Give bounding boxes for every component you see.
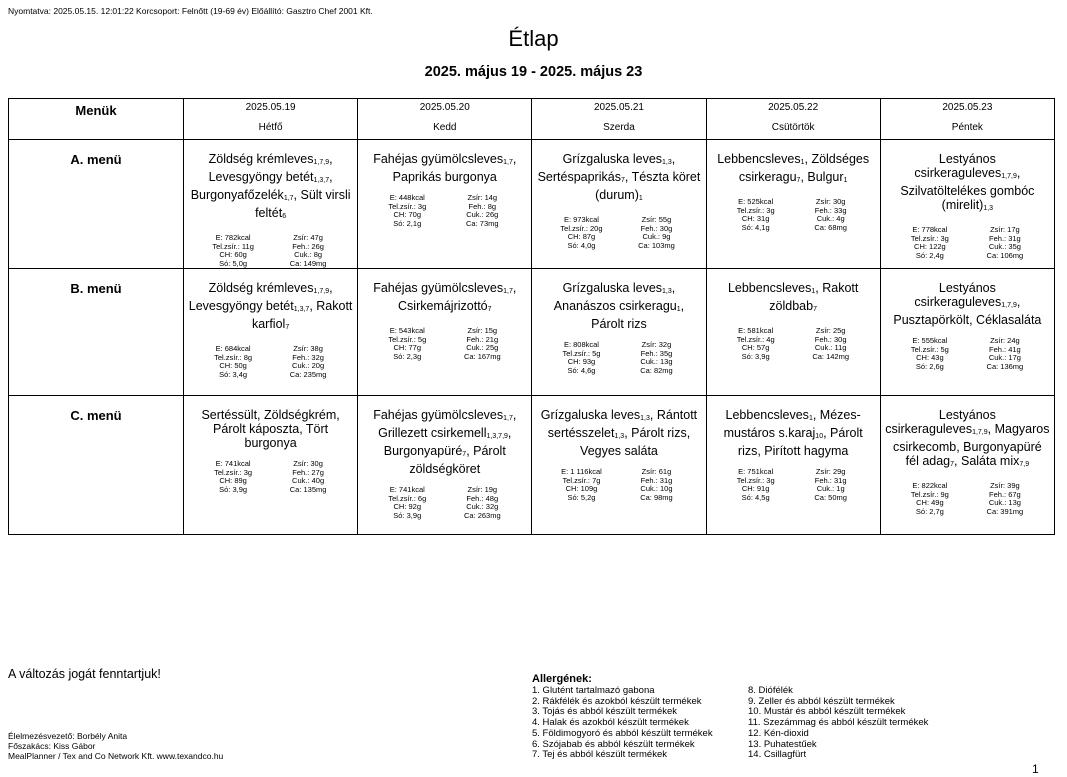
- nutrition-ca: Ca: 135mg: [289, 484, 327, 494]
- nutrition-kcal: E: 525kcal: [738, 197, 774, 206]
- nutrition-kcal: E: 1 116kcal: [561, 467, 602, 476]
- nutrition-salt: Só: 2,3g: [393, 351, 422, 361]
- allergen-item: 7. Tej és abból készült termékek: [532, 749, 668, 761]
- date-range: 2025. május 19 - 2025. május 23: [424, 64, 643, 80]
- allergen-item: 6. Szójabab és abból készült termékek: [532, 738, 695, 750]
- dish-name: , Pusztapörkölt, Céklasaláta: [893, 295, 1042, 327]
- allergen-item: 13. Puhatestűek: [748, 738, 817, 750]
- nutrition-carb: CH: 91g: [741, 484, 770, 493]
- nutrition-protein: Feh.: 32g: [292, 352, 324, 362]
- nutrition-sugar: Cuk.: 8g: [294, 250, 323, 259]
- nutrition-fat: Zsír: 32g: [641, 340, 672, 349]
- dish-name: Zöldség krémleves: [208, 152, 314, 166]
- nutrition-carb: CH: 70g: [393, 210, 422, 219]
- nutrition-sugar: Cuk.: 13g: [988, 498, 1021, 507]
- nutrition-protein: Feh.: 31g: [989, 233, 1021, 243]
- menu-cell: [358, 269, 532, 396]
- dish-name: Lebbencsleves: [727, 281, 812, 295]
- allergen-codes: 1,7,9: [1001, 302, 1017, 309]
- allergen-title: Allergének:: [532, 673, 592, 685]
- menu-cell: [184, 396, 358, 535]
- nutrition-ca: Ca: 167mg: [463, 351, 501, 361]
- nutrition-satfat: Tel.zsír.: 7g: [562, 475, 601, 485]
- dish-name: Fahéjas gyümölcsleves: [373, 281, 504, 295]
- allergen-item: 2. Rákfélék és azokból készült termékek: [532, 695, 702, 707]
- nutrition-fat: Zsír: 29g: [815, 467, 846, 476]
- menu-cell: [358, 396, 532, 535]
- nutrition-sugar: Cuk.: 32g: [466, 502, 499, 511]
- allergen-codes: 10: [815, 433, 824, 440]
- nutrition-facts: [544, 468, 694, 502]
- dish-text: [885, 408, 1050, 472]
- staff-list: [8, 731, 223, 761]
- nutrition-protein: Feh.: 30g: [814, 334, 847, 344]
- nutrition-kcal: E: 778kcal: [912, 225, 948, 234]
- menu-cell: [532, 396, 706, 535]
- nutrition-protein: Feh.: 33g: [814, 205, 847, 215]
- dish-name: , Párolt rizs, Vegyes saláta: [580, 426, 691, 458]
- nutrition-ca: Ca: 235mg: [289, 369, 327, 379]
- nutrition-facts: [892, 226, 1042, 260]
- nutrition-carb: CH: 122g: [914, 242, 946, 251]
- day-header: [532, 99, 706, 140]
- allergen-list-right: [748, 686, 928, 761]
- nutrition-protein: Feh.: 31g: [814, 475, 847, 485]
- nutrition-protein: Feh.: 8g: [468, 201, 497, 211]
- day-name: Kedd: [433, 122, 457, 133]
- dish-text: [711, 408, 876, 458]
- dish-name: , Bulgur: [800, 170, 844, 184]
- dish-name: , Zöldséges csirkeragu: [738, 152, 870, 184]
- staff-line: MealPlanner / Tex and Co Network Kft. www.texandco.hu: [8, 751, 224, 761]
- menu-cell: [880, 396, 1054, 535]
- dish-name: , Sertéspaprikás: [537, 152, 676, 184]
- nutrition-facts: [196, 345, 346, 379]
- allergen-codes: 7: [285, 324, 290, 331]
- allergen-item: 5. Földimogyoró és abból készült termékek: [532, 727, 713, 739]
- dish-name: , Tészta köret (durum): [595, 170, 701, 202]
- nutrition-sugar: Cuk.: 11g: [814, 343, 847, 352]
- nutrition-fat: Zsír: 38g: [293, 344, 323, 353]
- nutrition-salt: Só: 3,9g: [393, 510, 422, 520]
- nutrition-facts: [544, 341, 694, 375]
- allergen-codes: 6: [282, 213, 287, 220]
- nutrition-salt: Só: 4,0g: [567, 240, 596, 250]
- menu-cell: [532, 140, 706, 269]
- nutrition-sugar: Cuk.: 20g: [292, 361, 325, 370]
- nutrition-ca: Ca: 68mg: [814, 222, 847, 232]
- nutrition-satfat: Tel.zsír.: 3g: [214, 467, 253, 477]
- dish-name: , Sült virsli feltét: [255, 188, 351, 220]
- allergen-codes: 1,7: [503, 159, 513, 166]
- nutrition-salt: Só: 2,1g: [393, 218, 422, 228]
- dish-text: [362, 408, 527, 476]
- day-header: [706, 99, 880, 140]
- allergen-item: 3. Tojás és abból készült termékek: [532, 706, 678, 718]
- dish-name: , Magyaros csirkecomb, Burgonyapüré fél adag: [893, 422, 1050, 468]
- allergen-codes: 1,7: [503, 288, 513, 295]
- dish-name: , Paprikás burgonya: [392, 152, 517, 184]
- allergen-list-left: [532, 686, 713, 761]
- dish-text: [885, 152, 1050, 216]
- nutrition-facts: [718, 327, 868, 361]
- nutrition-protein: Feh.: 48g: [466, 493, 499, 503]
- nutrition-facts: [892, 482, 1042, 516]
- allergen-codes: 7: [950, 461, 955, 468]
- dish-text: [188, 408, 353, 450]
- nutrition-salt: Só: 5,0g: [219, 258, 248, 268]
- nutrition-satfat: Tel.zsír.: 5g: [388, 334, 427, 344]
- dish-name: Fahéjas gyümölcsleves: [373, 152, 504, 166]
- dish-name: , Párolt rizs: [591, 299, 685, 331]
- allergen-codes: 7: [487, 306, 492, 313]
- allergen-codes: 7: [462, 451, 467, 458]
- nutrition-sugar: Cuk.: 4g: [816, 214, 845, 223]
- allergen-codes: 1,3: [983, 205, 994, 212]
- nutrition-salt: Só: 3,9g: [741, 351, 770, 361]
- nutrition-protein: Feh.: 26g: [292, 241, 324, 251]
- allergen-codes: 1: [843, 177, 848, 184]
- day-header: [184, 99, 358, 140]
- nutrition-fat: Zsír: 39g: [990, 481, 1020, 490]
- menu-row: [9, 269, 1055, 396]
- nutrition-ca: Ca: 73mg: [466, 218, 499, 228]
- day-date: 2025.05.19: [245, 102, 296, 113]
- nutrition-kcal: E: 782kcal: [215, 233, 251, 242]
- nutrition-ca: Ca: 98mg: [640, 492, 673, 502]
- nutrition-sugar: Cuk.: 40g: [292, 476, 325, 485]
- nutrition-carb: CH: 109g: [565, 484, 598, 493]
- nutrition-facts: [718, 468, 868, 502]
- menu-row: [9, 140, 1055, 269]
- nutrition-facts: [196, 460, 346, 494]
- dish-name: , Csirkemájrizottó: [398, 281, 517, 313]
- nutrition-satfat: Tel.zsír.: 3g: [736, 475, 775, 485]
- allergen-codes: 1,7,9: [313, 288, 330, 295]
- dish-text: [536, 152, 701, 206]
- dish-name: , Rántott sertésszelet: [547, 408, 698, 440]
- dish-name: Lestyános csirkeraguleves: [914, 152, 1002, 180]
- nutrition-kcal: E: 581kcal: [738, 326, 774, 335]
- menu-cell: [184, 140, 358, 269]
- allergen-codes: 1,3: [614, 433, 625, 440]
- dish-name: Lestyános csirkeraguleves: [885, 408, 996, 436]
- dish-name: Zöldség krémleves: [208, 281, 314, 295]
- nutrition-protein: Feh.: 27g: [292, 467, 324, 477]
- dish-name: , Párolt rizs, Pirított hagyma: [737, 426, 863, 458]
- menu-cell: [358, 140, 532, 269]
- nutrition-satfat: Tel.zsír.: 5g: [562, 348, 601, 358]
- nutrition-protein: Feh.: 35g: [640, 348, 673, 358]
- nutrition-sugar: Cuk.: 10g: [640, 484, 673, 493]
- menu-label: C. menü: [9, 396, 184, 535]
- page-number: 1: [1032, 762, 1039, 776]
- dish-name: , Szilvatöltelékes gombóc (mirelit): [900, 166, 1035, 212]
- allergen-codes: 1,3: [640, 415, 650, 422]
- allergen-codes: 1,3: [662, 288, 672, 295]
- nutrition-carb: CH: 89g: [219, 476, 247, 485]
- nutrition-fat: Zsír: 55g: [641, 215, 672, 224]
- nutrition-carb: CH: 60g: [219, 250, 247, 259]
- dish-name: Grízgaluska leves: [562, 152, 663, 166]
- nutrition-fat: Zsír: 19g: [467, 485, 498, 494]
- allergen-codes: 1,3,7,9: [486, 433, 508, 440]
- dish-text: [536, 408, 701, 458]
- nutrition-carb: CH: 31g: [741, 214, 770, 223]
- allergen-item: 14. Csillagfürt: [748, 749, 807, 761]
- disclaimer: A változás jogát fenntartjuk!: [8, 667, 161, 681]
- allergen-codes: 7: [620, 177, 625, 184]
- allergen-item: 10. Mustár és abból készült termékek: [748, 706, 906, 718]
- nutrition-kcal: E: 543kcal: [389, 326, 425, 335]
- dish-name: Fahéjas gyümölcsleves: [373, 408, 504, 422]
- nutrition-satfat: Tel.zsír.: 4g: [736, 334, 775, 344]
- nutrition-salt: Só: 4,6g: [567, 365, 596, 375]
- dish-name: , Levesgyöngy betét: [208, 152, 333, 184]
- nutrition-satfat: Tel.zsír.: 9g: [910, 489, 949, 499]
- nutrition-carb: CH: 92g: [393, 502, 422, 511]
- nutrition-ca: Ca: 50mg: [814, 492, 847, 502]
- menu-cell: [532, 269, 706, 396]
- day-name: Csütörtök: [771, 122, 815, 133]
- menu-cell: [880, 140, 1054, 269]
- nutrition-satfat: Tel.zsír.: 3g: [910, 233, 949, 243]
- nutrition-kcal: E: 741kcal: [389, 485, 425, 494]
- day-name: Péntek: [951, 122, 983, 133]
- nutrition-ca: Ca: 149mg: [289, 258, 327, 268]
- menu-label: B. menü: [9, 269, 184, 396]
- nutrition-kcal: E: 555kcal: [912, 336, 948, 345]
- nutrition-fat: Zsír: 30g: [293, 459, 323, 468]
- menu-cell: [184, 269, 358, 396]
- nutrition-facts: [544, 216, 694, 250]
- allergen-codes: 1,7,9: [1001, 173, 1017, 180]
- dish-name: Lebbencsleves: [717, 152, 801, 166]
- dish-text: [188, 152, 353, 224]
- nutrition-salt: Só: 3,9g: [219, 484, 248, 494]
- allergen-codes: 1: [800, 159, 805, 166]
- nutrition-protein: Feh.: 31g: [640, 475, 673, 485]
- nutrition-satfat: Tel.zsír.: 11g: [212, 241, 254, 251]
- nutrition-satfat: Tel.zsír.: 20g: [560, 223, 603, 233]
- nutrition-carb: CH: 87g: [567, 232, 596, 241]
- nutrition-kcal: E: 684kcal: [215, 344, 251, 353]
- dish-name: Sertéssült, Zöldségkrém, Párolt káposzta, Tört burgonya: [201, 408, 340, 450]
- allergen-codes: 1,3,7: [313, 177, 330, 184]
- allergen-codes: 1,7,9: [313, 159, 330, 166]
- dish-text: [362, 152, 527, 184]
- dish-name: , Burgonyapüré: [383, 426, 512, 458]
- nutrition-sugar: Cuk.: 26g: [466, 210, 499, 219]
- day-header: [880, 99, 1054, 140]
- nutrition-protein: Feh.: 41g: [989, 344, 1021, 354]
- nutrition-ca: Ca: 82mg: [640, 365, 673, 375]
- nutrition-carb: CH: 43g: [916, 353, 944, 362]
- nutrition-protein: Feh.: 67g: [989, 489, 1021, 499]
- nutrition-facts: [718, 198, 868, 232]
- menu-cell: [706, 269, 880, 396]
- nutrition-sugar: Cuk.: 13g: [640, 357, 673, 366]
- nutrition-kcal: E: 822kcal: [912, 481, 948, 490]
- day-date: 2025.05.21: [593, 102, 644, 113]
- allergen-codes: 1: [808, 415, 813, 422]
- nutrition-protein: Feh.: 30g: [640, 223, 673, 233]
- nutrition-salt: Só: 4,1g: [741, 222, 770, 232]
- allergen-codes: 1,7,9: [972, 429, 988, 436]
- dish-text: [711, 152, 876, 188]
- nutrition-fat: Zsír: 30g: [815, 197, 846, 206]
- allergen-item: 9. Zeller és abból készült termékek: [748, 695, 895, 707]
- nutrition-carb: CH: 50g: [219, 361, 247, 370]
- staff-line: Főszakács: Kiss Gábor: [8, 741, 96, 751]
- nutrition-sugar: Cuk.: 1g: [816, 484, 845, 493]
- nutrition-kcal: E: 973kcal: [563, 215, 599, 224]
- dish-name: , Rakott karfiol: [251, 299, 353, 331]
- nutrition-satfat: Tel.zsír.: 5g: [910, 344, 949, 354]
- nutrition-facts: [370, 194, 520, 228]
- day-date: 2025.05.23: [942, 102, 993, 113]
- dish-name: , Saláta mix: [954, 454, 1020, 468]
- nutrition-ca: Ca: 136mg: [986, 361, 1024, 371]
- nutrition-salt: Só: 2,7g: [915, 506, 944, 516]
- allergen-codes: 1,7: [283, 195, 294, 202]
- nutrition-ca: Ca: 263mg: [463, 510, 501, 520]
- allergen-item: 11. Szezámmag és abból készült termékek: [748, 717, 929, 729]
- nutrition-fat: Zsír: 14g: [467, 193, 498, 202]
- nutrition-ca: Ca: 106mg: [986, 250, 1024, 260]
- nutrition-ca: Ca: 142mg: [812, 351, 849, 361]
- allergen-item: 1. Glutént tartalmazó gabona: [532, 685, 655, 696]
- nutrition-kcal: E: 751kcal: [738, 467, 774, 476]
- nutrition-sugar: Cuk.: 25g: [466, 343, 499, 352]
- dish-name: , Rakott zöldbab: [769, 281, 859, 313]
- day-name: Szerda: [603, 122, 635, 133]
- dish-text: [885, 281, 1050, 327]
- allergen-codes: 1: [638, 195, 643, 202]
- nutrition-sugar: Cuk.: 17g: [988, 353, 1021, 362]
- nutrition-fat: Zsír: 25g: [815, 326, 846, 335]
- menu-table: [8, 98, 1055, 535]
- nutrition-fat: Zsír: 47g: [293, 233, 323, 242]
- allergen-codes: 1: [811, 288, 816, 295]
- nutrition-facts: [370, 486, 520, 520]
- nutrition-fat: Zsír: 24g: [990, 336, 1020, 345]
- menus-header: Menük: [9, 99, 184, 140]
- nutrition-protein: Feh.: 21g: [466, 334, 499, 344]
- nutrition-carb: CH: 49g: [916, 498, 944, 507]
- allergen-codes: 7: [796, 177, 801, 184]
- nutrition-fat: Zsír: 15g: [467, 326, 498, 335]
- nutrition-ca: Ca: 103mg: [638, 240, 675, 250]
- menu-cell: [706, 140, 880, 269]
- nutrition-carb: CH: 57g: [741, 343, 770, 352]
- nutrition-sugar: Cuk.: 9g: [642, 232, 671, 241]
- nutrition-salt: Só: 4,5g: [741, 492, 770, 502]
- dish-name: Grízgaluska leves: [540, 408, 641, 422]
- allergen-codes: 1,3,7: [293, 306, 310, 313]
- print-meta: Nyomtatva: 2025.05.15. 12:01:22 Korcsoport: Felnőtt (19-69 év) Előállító: Gasztro Chef 2001 Kft.: [8, 6, 373, 16]
- dish-name: Lebbencsleves: [725, 408, 809, 422]
- dish-text: [188, 281, 353, 335]
- nutrition-salt: Só: 5,2g: [567, 492, 596, 502]
- nutrition-kcal: E: 741kcal: [215, 459, 251, 468]
- dish-name: , Burgonyafőzelék: [190, 170, 333, 202]
- allergen-codes: 1,7: [503, 415, 513, 422]
- nutrition-sugar: Cuk.: 35g: [988, 242, 1021, 251]
- page-title: Étlap: [508, 26, 559, 51]
- nutrition-facts: [892, 337, 1042, 371]
- nutrition-satfat: Tel.zsír.: 8g: [214, 352, 253, 362]
- day-name: Hétfő: [258, 122, 283, 133]
- nutrition-carb: CH: 77g: [393, 343, 422, 352]
- nutrition-satfat: Tel.zsír.: 6g: [388, 493, 427, 503]
- nutrition-ca: Ca: 391mg: [986, 506, 1024, 516]
- allergen-codes: 7: [813, 306, 817, 313]
- menu-cell: [880, 269, 1054, 396]
- dish-name: Lestyános csirkeraguleves: [914, 281, 1002, 309]
- nutrition-satfat: Tel.zsír.: 3g: [388, 201, 427, 211]
- nutrition-satfat: Tel.zsír.: 3g: [736, 205, 775, 215]
- day-date: 2025.05.22: [768, 102, 819, 113]
- nutrition-carb: CH: 93g: [567, 357, 596, 366]
- dish-name: , Grillezett csirkemell: [378, 408, 517, 440]
- menu-cell: [706, 396, 880, 535]
- dish-text: [536, 281, 701, 331]
- allergen-codes: 1: [676, 306, 681, 313]
- nutrition-kcal: E: 808kcal: [563, 340, 599, 349]
- dish-name: , Levesgyöngy betét: [188, 281, 333, 313]
- dish-name: , Mézes-mustáros s.karaj: [723, 408, 861, 440]
- dish-text: [362, 281, 527, 317]
- nutrition-facts: [196, 234, 346, 268]
- dish-name: , Párolt zöldségköret: [409, 444, 506, 476]
- allergen-item: 8. Diófélék: [748, 685, 793, 696]
- nutrition-facts: [370, 327, 520, 361]
- allergen-item: 4. Halak és azokból készült termékek: [532, 717, 689, 729]
- day-header-row: [9, 99, 1055, 140]
- nutrition-kcal: E: 448kcal: [389, 193, 425, 202]
- dish-text: [711, 281, 876, 317]
- dish-name: , Ananászos csirkeragu: [553, 281, 677, 313]
- nutrition-salt: Só: 2,6g: [915, 361, 944, 371]
- nutrition-fat: Zsír: 61g: [641, 467, 672, 476]
- allergen-item: 12. Kén-dioxid: [748, 727, 809, 739]
- day-header: [358, 99, 532, 140]
- menu-row: [9, 396, 1055, 535]
- nutrition-salt: Só: 2,4g: [915, 250, 944, 260]
- allergen-codes: 1,3: [662, 159, 672, 166]
- day-date: 2025.05.20: [419, 102, 470, 113]
- menu-label: A. menü: [9, 140, 184, 269]
- nutrition-fat: Zsír: 17g: [990, 225, 1020, 234]
- staff-line: Élelmezésvezető: Borbély Anita: [8, 731, 128, 741]
- dish-name: Grízgaluska leves: [562, 281, 663, 295]
- nutrition-salt: Só: 3,4g: [219, 369, 248, 379]
- allergen-codes: 7,9: [1019, 461, 1030, 468]
